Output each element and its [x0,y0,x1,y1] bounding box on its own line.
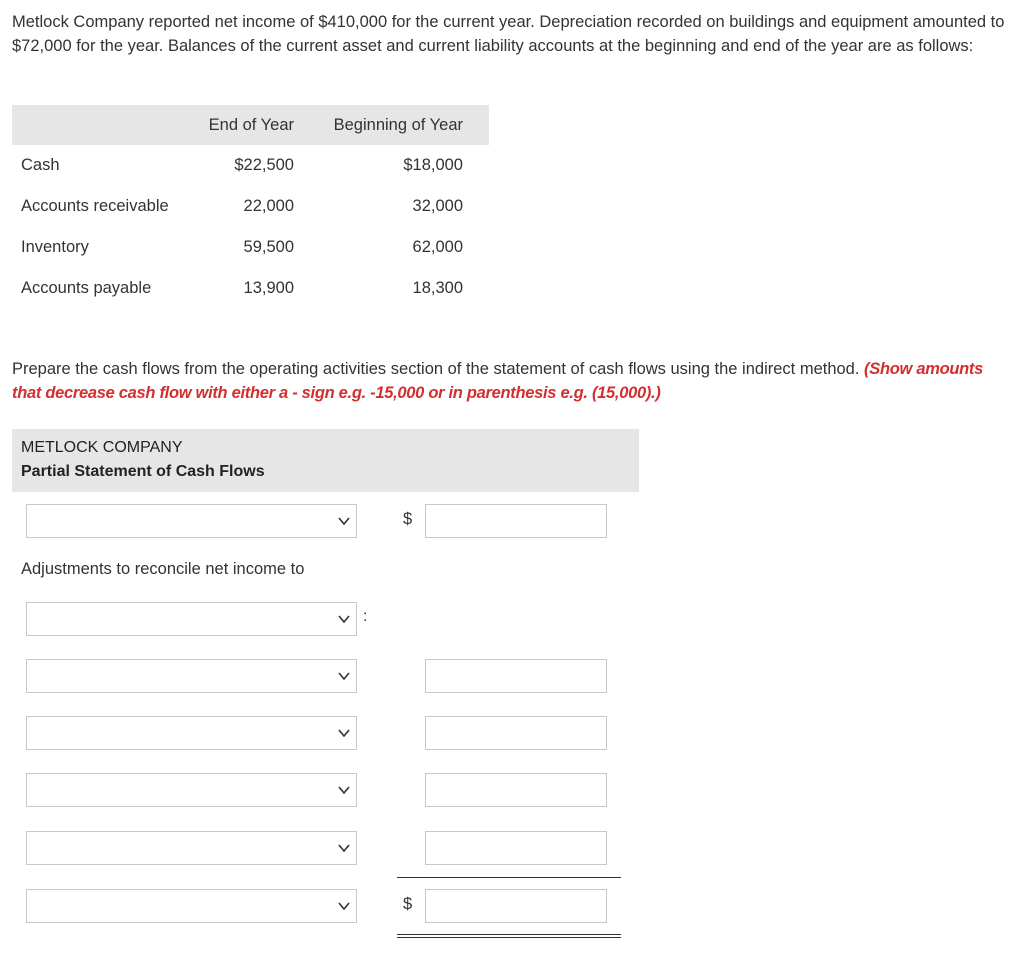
instructions [12,357,1012,405]
table-row [12,186,489,226]
chevron-down-icon [336,725,352,741]
chevron-down-icon [336,898,352,914]
row-beginning-value: 62,000 [412,238,463,256]
chevron-down-icon [336,513,352,529]
company-name: METLOCK COMPANY [21,439,183,456]
table-row [12,145,489,185]
amount-input[interactable] [425,504,607,538]
row-label: Inventory [21,238,89,256]
chevron-down-icon [336,782,352,798]
table-row [12,227,489,267]
currency-symbol: $ [403,895,413,913]
row-end-value: 59,500 [243,238,294,256]
total-double-rule-top [397,934,621,935]
chevron-down-icon [336,668,352,684]
row-end-value: 13,900 [243,279,294,297]
row-label: Accounts payable [21,279,152,297]
currency-symbol: $ [403,510,413,528]
chevron-down-icon [336,611,352,627]
row-label: Accounts receivable [21,197,169,215]
chevron-down-icon [336,840,352,856]
adjustment-amount-input[interactable] [425,716,607,750]
statement-header [12,429,639,492]
row-beginning-value: 18,300 [412,279,463,297]
instructions-text: Prepare the cash flows from the operating activities section of the statement of cash flows using the indirect method. [12,360,860,378]
adjustment-amount-input[interactable] [425,773,607,807]
subtotal-rule [397,877,621,878]
problem-intro: Metlock Company reported net income of $410,000 for the current year. Depreciation recorded on buildings and equipment amounted to $72,000 for the year. Balances of the current asset and current liability accounts at the beginning and end of the year are as follows: [12,13,1005,55]
adjustments-label: Adjustments to reconcile net income to [21,560,305,578]
adjustment-amount-input[interactable] [425,831,607,865]
row-end-value: 22,000 [243,197,294,215]
row-beginning-value: 32,000 [412,197,463,215]
adjustment-amount-input[interactable] [425,659,607,693]
row-label: Cash [21,156,60,174]
adjustments-header-select[interactable] [26,602,357,636]
header-beginning-of-year: Beginning of Year [333,116,463,134]
colon: : [363,608,368,625]
adjustment-select[interactable] [26,659,357,693]
line-item-select[interactable] [26,504,357,538]
total-select[interactable] [26,889,357,923]
table-row [12,268,489,308]
row-end-value: $22,500 [234,156,294,174]
adjustment-select[interactable] [26,773,357,807]
adjustment-select[interactable] [26,831,357,865]
instructions-note: (Show amounts that decrease cash flow with either a - sign e.g. -15,000 or in parenthesis e.g. (15,000).) [12,360,983,402]
balances-table-header [12,105,489,145]
adjustment-select[interactable] [26,716,357,750]
total-double-rule-bottom [397,937,621,938]
statement-title: Partial Statement of Cash Flows [21,463,265,480]
total-amount-input[interactable] [425,889,607,923]
row-beginning-value: $18,000 [403,156,463,174]
header-end-of-year: End of Year [208,116,294,134]
